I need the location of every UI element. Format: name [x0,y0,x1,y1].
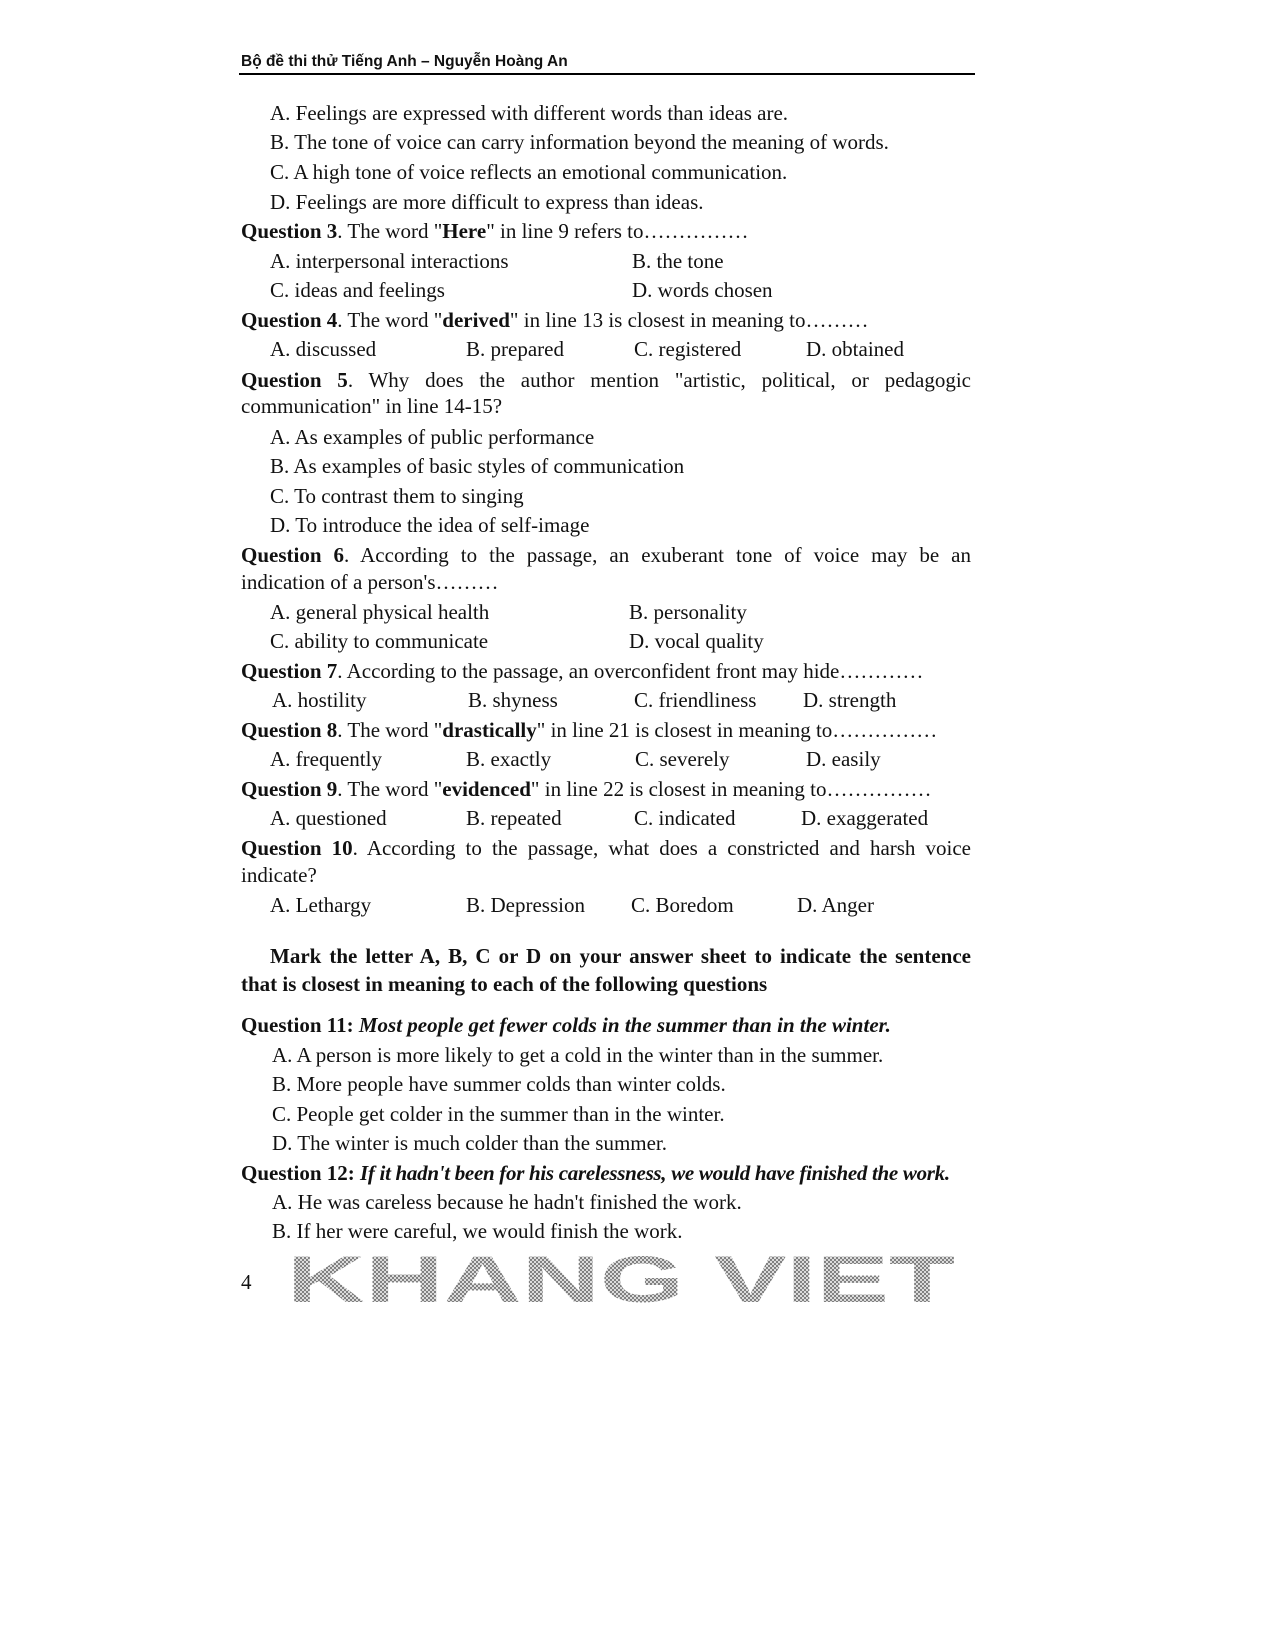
q11-option-b: B. More people have summer colds than winter colds. [272,1072,726,1096]
q10-option-c: C. Boredom [631,893,734,917]
q12-option-b: B. If her were careful, we would finish the work. [272,1219,683,1243]
q2-option-c: C. A high tone of voice reflects an emotional communication. [270,160,788,184]
q2-option-b: B. The tone of voice can carry information beyond the meaning of words. [270,130,889,154]
instruction-line-2: that is closest in meaning to each of the following questions [241,972,768,996]
q2-option-d: D. Feelings are more difficult to express than ideas. [270,190,704,214]
q3-option-a: A. interpersonal interactions [270,249,509,273]
question-8: Question 8. The word "drastically" in line 21 is closest in meaning to…………… [241,718,938,742]
q5-option-b: B. As examples of basic styles of communication [270,454,685,478]
q7-option-d: D. strength [803,688,897,712]
q8-option-a: A. frequently [270,747,382,771]
q9-option-d: D. exaggerated [801,806,929,830]
q3-option-d: D. words chosen [632,278,773,302]
q6-option-a: A. general physical health [270,600,490,624]
q10-option-a: A. Lethargy [270,893,372,917]
q8-option-c: C. severely [635,747,730,771]
question-6-cont: indication of a person's……… [241,570,499,594]
q11-option-d: D. The winter is much colder than the summer. [272,1131,668,1155]
q6-option-d: D. vocal quality [629,629,764,653]
q6-option-c: C. ability to communicate [270,629,489,653]
q7-option-b: B. shyness [468,688,558,712]
q5-option-c: C. To contrast them to singing [270,484,524,508]
q4-option-a: A. discussed [270,337,377,361]
running-header: Bộ đề thi thử Tiếng Anh – Nguyễn Hoàng An [241,53,568,70]
watermark-logo [285,1250,965,1306]
question-7: Question 7. According to the passage, an overconfident front may hide………… [241,659,924,683]
q9-option-a: A. questioned [270,806,387,830]
question-10-cont: indicate? [241,863,317,887]
q2-option-a: A. Feelings are expressed with different words than ideas are. [270,101,789,125]
q4-option-b: B. prepared [466,337,564,361]
q11-option-a: A. A person is more likely to get a cold in the winter than in the summer. [272,1043,884,1067]
question-12: Question 12: If it hadn't been for his carelessness, we would have finished the work. [241,1161,950,1185]
instruction-line-1: Mark the letter A, B, C or D on your answer sheet to indicate the sentence [270,944,971,968]
question-9: Question 9. The word "evidenced" in line 22 is closest in meaning to…………… [241,777,932,801]
q4-option-d: D. obtained [806,337,904,361]
q7-option-a: A. hostility [272,688,367,712]
q4-option-c: C. registered [634,337,742,361]
question-10: Question 10. According to the passage, what does a constricted and harsh voice [241,836,972,860]
q5-option-d: D. To introduce the idea of self-image [270,513,590,537]
q12-option-a: A. He was careless because he hadn't finished the work. [272,1190,742,1214]
question-3: Question 3. The word "Here" in line 9 refers to…………… [241,219,749,243]
question-5: Question 5. Why does the author mention "artistic, political, or pedagogic [241,368,972,392]
question-11: Question 11: Most people get fewer colds in the summer than in the winter. [241,1013,891,1037]
page-number: 4 [241,1270,252,1294]
q3-option-c: C. ideas and feelings [270,278,445,302]
header-rule [239,73,975,75]
q10-option-d: D. Anger [797,893,874,917]
q6-option-b: B. personality [629,600,747,624]
watermark-text: KHANG VIET [287,1250,955,1306]
q7-option-c: C. friendliness [634,688,757,712]
question-4: Question 4. The word "derived" in line 13 is closest in meaning to……… [241,308,869,332]
q3-option-b: B. the tone [632,249,724,273]
question-5-cont: communication" in line 14-15? [241,394,503,418]
q9-option-b: B. repeated [466,806,562,830]
q8-option-d: D. easily [806,747,881,771]
q9-option-c: C. indicated [634,806,736,830]
q11-option-c: C. People get colder in the summer than in the winter. [272,1102,725,1126]
question-6: Question 6. According to the passage, an exuberant tone of voice may be an [241,543,971,567]
q10-option-b: B. Depression [466,893,585,917]
q8-option-b: B. exactly [466,747,552,771]
q5-option-a: A. As examples of public performance [270,425,595,449]
